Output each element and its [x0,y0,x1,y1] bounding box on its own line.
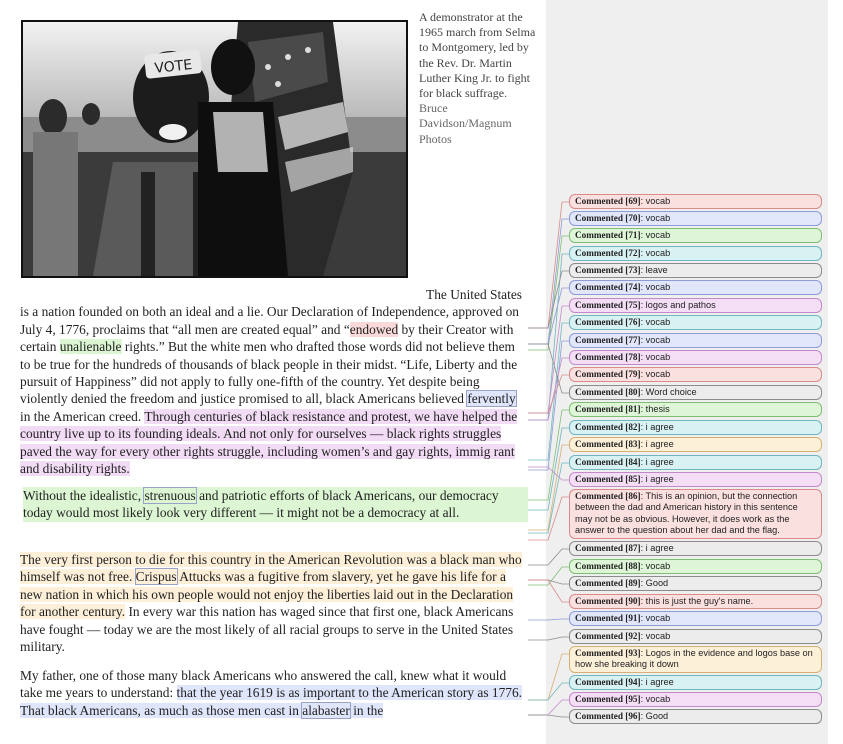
comment-tag: Commented [81] [575,404,641,414]
comment-text: : Logos in the evidence and logos base on how she breaking it down [575,648,813,670]
paragraph-1 [20,286,528,477]
comment-anchor-1619[interactable]: that the year 1619 is as important to the American story as 1776. That black Americans, as much as those men cast in [20,685,523,718]
comment-balloon[interactable] [569,350,822,365]
photo-caption [419,10,537,147]
comment-tag: Commented [76] [575,317,641,327]
caption-credit: Bruce Davidson/Magnum Photos [419,101,512,146]
comment-text: : vocab [640,213,671,223]
comment-balloon[interactable] [569,675,822,690]
comment-anchor-fervently[interactable]: fervently [467,391,516,407]
comment-balloon[interactable] [569,246,822,261]
comment-balloon[interactable] [569,629,822,644]
comment-text: : logos and pathos [640,300,716,310]
paragraph-1-text-c: rights.” But the white men who drafted those words did not believe them to be true for the hundreds of thousands of black people in their midst. “Life, Liberty and the pursuit of Happiness” did not apply to fully one-fifth of the country. Yet despite being violently denied the freedom and justice promised to all, black Americans believed [20,339,518,407]
paragraph-4 [20,667,528,719]
paragraph-2-text-b: and patriotic efforts of black Americans, our democracy today would most likely look very different — it might not be a democracy at all. [23,488,499,521]
comment-text: : vocab [640,369,671,379]
comment-tag: Commented [75] [575,300,641,310]
comment-tag: Commented [79] [575,369,641,379]
comment-text: : this is just the guy's name. [640,596,754,606]
paragraph-1-text-d: in the American creed. [20,408,145,424]
comment-balloon[interactable] [569,594,822,609]
comment-text: : Word choice [640,387,697,397]
comment-balloon[interactable] [569,333,822,348]
comment-text: : thesis [640,404,670,414]
comment-balloon[interactable] [569,263,822,278]
comment-balloon[interactable] [569,455,822,470]
comment-text: : i agree [640,439,674,449]
comment-tag: Commented [69] [575,196,641,206]
paragraph-2[interactable] [23,487,528,522]
comment-balloon[interactable] [569,489,822,539]
comment-text: : i agree [640,422,674,432]
comment-tag: Commented [91] [575,613,641,623]
comment-balloon[interactable] [569,692,822,707]
comment-tag: Commented [85] [575,474,641,484]
comment-anchor-strenuous[interactable]: strenuous [144,488,196,503]
comment-anchor-crispus[interactable]: Crispus [135,569,177,585]
comment-balloon[interactable] [569,298,822,313]
comment-text: : Good [640,711,669,721]
comment-tag: Commented [78] [575,352,641,362]
comment-tag: Commented [95] [575,694,641,704]
comment-balloon[interactable] [569,194,822,209]
comment-tag: Commented [73] [575,265,641,275]
comment-tag: Commented [84] [575,457,641,467]
paragraph-3-text-c: In every war this nation has waged since that first one, black Americans have fought — today we are the most likely of all racial groups to serve in the United States military. [20,604,514,655]
paragraph-3 [20,551,528,655]
comment-tag: Commented [72] [575,248,641,258]
comment-text: : i agree [640,474,674,484]
comment-anchor-alabaster[interactable]: alabaster [302,702,350,718]
comment-text: : vocab [640,196,671,206]
comment-text: : leave [640,265,668,275]
comment-balloon[interactable] [569,646,822,673]
comment-balloon[interactable] [569,315,822,330]
comment-balloon[interactable] [569,420,822,435]
comment-balloon[interactable] [569,541,822,556]
comment-tag: Commented [70] [575,213,641,223]
comment-tag: Commented [83] [575,439,641,449]
article-photo [21,20,408,278]
comment-text: : i agree [640,457,674,467]
comment-tag: Commented [77] [575,335,641,345]
comment-anchor-first-person[interactable]: The very first person to die for this country in the American Revolution was a black man who himself was not free. [20,552,522,585]
comment-text: : Good [640,578,669,588]
paragraph-4-text-c: in the [349,702,384,718]
comment-tag: Commented [82] [575,422,641,432]
comment-anchor-centuries[interactable]: Through centuries of black resistance and protest, we have helped the country live up to its founding ideals. And not only for ourselves — black rights struggles paved the way for every other rights struggle, including women’s and gay rights, immig rant and disability rights. [20,408,518,477]
comment-text: : i agree [640,543,674,553]
comment-balloon[interactable] [569,211,822,226]
comment-text: : vocab [640,694,671,704]
paragraph-4-text-a: My father, one of those many black Americans who answered the call, knew what it would take me years to understand: [20,668,507,701]
paragraph-1-lead: The United States [426,287,522,302]
comment-tag: Commented [80] [575,387,641,397]
comment-balloon[interactable] [569,472,822,487]
comment-tag: Commented [74] [575,282,641,292]
comment-tag: Commented [94] [575,677,641,687]
comment-balloon[interactable] [569,367,822,382]
comment-balloon[interactable] [569,611,822,626]
comment-balloon[interactable] [569,385,822,400]
comment-text: : vocab [640,248,671,258]
comment-balloon[interactable] [569,280,822,295]
comment-tag: Commented [89] [575,578,641,588]
window-edge [828,0,843,744]
comment-balloon[interactable] [569,709,822,724]
comment-tag: Commented [93] [575,648,641,658]
comment-tag: Commented [88] [575,561,641,571]
comment-text: : i agree [640,677,674,687]
comment-text: : vocab [640,352,671,362]
paragraph-1-text-a: is a nation founded on both an ideal and a lie. Our Declaration of Independence, approved on July 4, 1776, proclaims that “all men are created equal” and “ [20,304,519,337]
comment-text: : vocab [640,282,671,292]
caption-text: A demonstrator at the 1965 march from Selma to Montgomery, led by the Rev. Dr. Martin Luther King Jr. to fight for black suffrage. [419,10,536,101]
comment-tag: Commented [71] [575,230,641,240]
comment-tag: Commented [86] [575,491,641,501]
comment-text: : vocab [640,631,671,641]
paragraph-2-text-a: Without the idealistic, [23,488,145,503]
comment-balloon[interactable] [569,228,822,243]
comment-text: : vocab [640,561,671,571]
comment-text: : vocab [640,230,671,240]
comment-text: : This is an opinion, but the connection between the dad and American history in this sentence may not be as obvious. However, it does work as the answer to the question about her dad and the flag. [575,491,798,536]
vote-sign-text: VOTE [153,57,193,77]
paragraph-1-text-b: by their Creator with certain [20,321,514,355]
comment-tag: Commented [92] [575,631,641,641]
comment-balloon[interactable] [569,576,822,591]
comment-text: : vocab [640,317,671,327]
comment-anchor-endowed[interactable]: endowed [349,321,399,337]
comment-balloon[interactable] [569,559,822,574]
comment-text: : vocab [640,613,671,623]
comment-balloon[interactable] [569,437,822,452]
comment-tag: Commented [90] [575,596,641,606]
comment-tag: Commented [96] [575,711,641,721]
comment-text: : vocab [640,335,671,345]
comment-balloon[interactable] [569,402,822,417]
comment-anchor-unalienable[interactable]: unalienable [59,339,122,355]
comment-tag: Commented [87] [575,543,641,553]
comment-anchor-attucks[interactable]: Attucks was a fugitive from slavery, yet he gave his life for a new nation in which his own people would not enjoy the liberties laid out in the Declaration for another century. [20,569,514,620]
